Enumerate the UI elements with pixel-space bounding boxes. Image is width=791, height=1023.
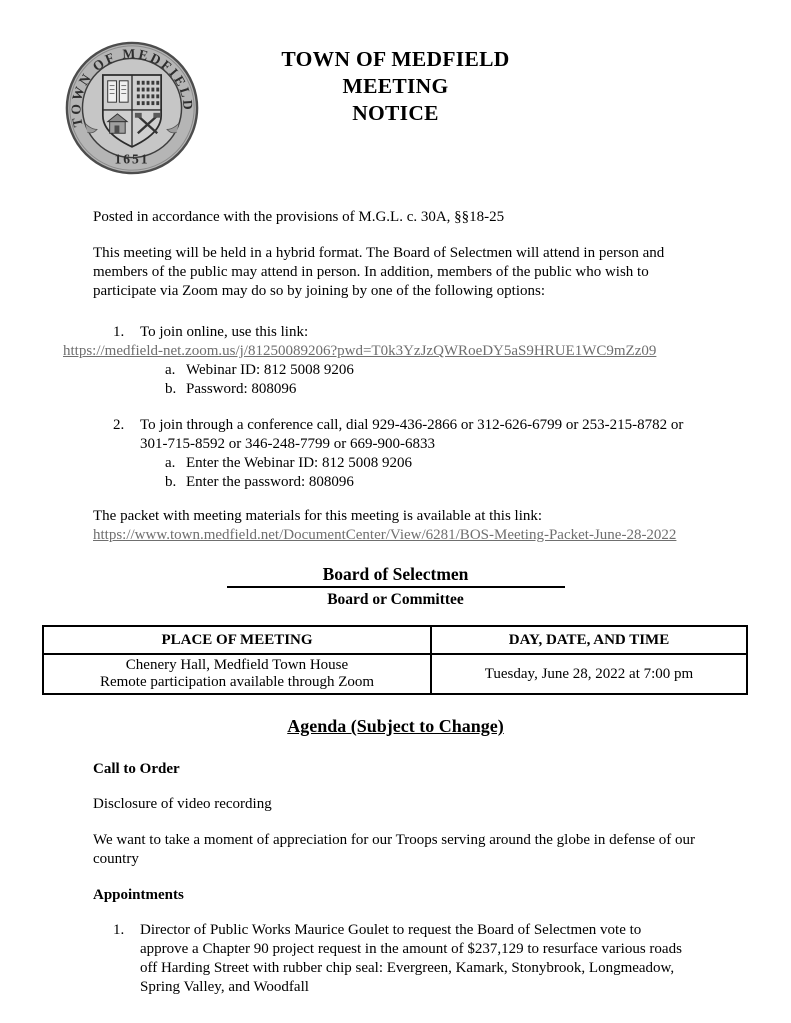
title-line-3: NOTICE bbox=[352, 101, 439, 125]
sub-item-password bbox=[165, 380, 791, 399]
place-line-2: Remote participation available through Zoom bbox=[99, 674, 375, 690]
password-text: Password: 808096 bbox=[186, 381, 297, 397]
board-block bbox=[0, 564, 791, 609]
zoom-link-line bbox=[63, 342, 791, 361]
list-marker: 1. bbox=[113, 324, 125, 340]
appointments-heading: Appointments bbox=[93, 887, 184, 903]
list-item-join-online bbox=[113, 323, 791, 342]
sub-item-enter-password bbox=[165, 473, 791, 492]
sub-marker: a. bbox=[165, 455, 176, 471]
seal-arc-text: TOWN OF MEDFIELD bbox=[68, 46, 196, 129]
list-marker: 2. bbox=[113, 417, 125, 433]
conference-call-text: To join through a conference call, dial 929-436-2866 or 312-626-6799 or 253-215-8782 or 301-715-8592 or 346-248-7799 or 669-900-6833 bbox=[140, 417, 684, 452]
sub-item-enter-webinar-id bbox=[165, 454, 791, 473]
call-to-order-heading: Call to Order bbox=[93, 761, 180, 777]
join-online-label: To join online, use this link: bbox=[140, 324, 309, 340]
datetime-cell: Tuesday, June 28, 2022 at 7:00 pm bbox=[431, 654, 747, 694]
meeting-details-table bbox=[42, 625, 748, 695]
appointment-item-1 bbox=[113, 921, 791, 997]
packet-link[interactable]: https://www.town.medfield.net/DocumentCenter/View/6281/BOS-Meeting-Packet-June-28-2022 bbox=[93, 527, 677, 543]
list-item-conference-call bbox=[113, 416, 791, 454]
place-cell bbox=[43, 654, 431, 694]
header-place-of-meeting: PLACE OF MEETING bbox=[43, 626, 431, 654]
packet-availability-line: The packet with meeting materials for this meeting is available at this link: bbox=[93, 508, 543, 524]
agenda-title: Agenda (Subject to Change) bbox=[287, 716, 504, 736]
packet-link-line bbox=[93, 526, 791, 545]
sub-marker: a. bbox=[165, 362, 176, 378]
table-header-row bbox=[43, 626, 747, 654]
title-line-2: MEETING bbox=[342, 74, 449, 98]
enter-password-text: Enter the password: 808096 bbox=[186, 474, 354, 490]
enter-webinar-id-text: Enter the Webinar ID: 812 5008 9206 bbox=[186, 455, 412, 471]
table-row bbox=[43, 654, 747, 694]
sub-marker: b. bbox=[165, 474, 177, 490]
disclosure-line: Disclosure of video recording bbox=[93, 796, 272, 812]
appointment-1-text: Director of Public Works Maurice Goulet to request the Board of Selectmen vote to approve a Chapter 90 project request in the amount of $237,129 to resurface various roads off Harding Street with rubber chip seal: Evergreen, Kamark, Stonybrook, Longmeadow, Spring Valley, and Woodfall bbox=[140, 922, 682, 995]
sub-item-webinar-id bbox=[165, 361, 791, 380]
webinar-id-text: Webinar ID: 812 5008 9206 bbox=[186, 362, 354, 378]
header-day-date-time: DAY, DATE, AND TIME bbox=[431, 626, 747, 654]
place-line-1: Chenery Hall, Medfield Town House bbox=[125, 657, 349, 673]
board-caption: Board or Committee bbox=[327, 591, 464, 608]
zoom-meeting-link[interactable]: https://medfield-net.zoom.us/j/81250089206?pwd=T0k3YzJzQWRoeDY5aS9HRUE1WC9mZz09 bbox=[63, 343, 657, 359]
hybrid-format-paragraph: This meeting will be held in a hybrid format. The Board of Selectmen will attend in person and members of the public may attend in person. In addition, members of the public who wish to participate via Zoom may do so by joining by one of the following options: bbox=[93, 245, 665, 299]
board-name: Board of Selectmen bbox=[227, 564, 565, 588]
title-line-1: TOWN OF MEDFIELD bbox=[281, 47, 510, 71]
troops-appreciation-paragraph: We want to take a moment of appreciation for our Troops serving around the globe in defense of our country bbox=[93, 832, 695, 867]
posted-statement: Posted in accordance with the provisions of M.G.L. c. 30A, §§18-25 bbox=[93, 209, 505, 225]
sub-marker: b. bbox=[165, 381, 177, 397]
seal-year-text: 1651 bbox=[114, 151, 150, 167]
list-marker: 1. bbox=[113, 922, 125, 938]
